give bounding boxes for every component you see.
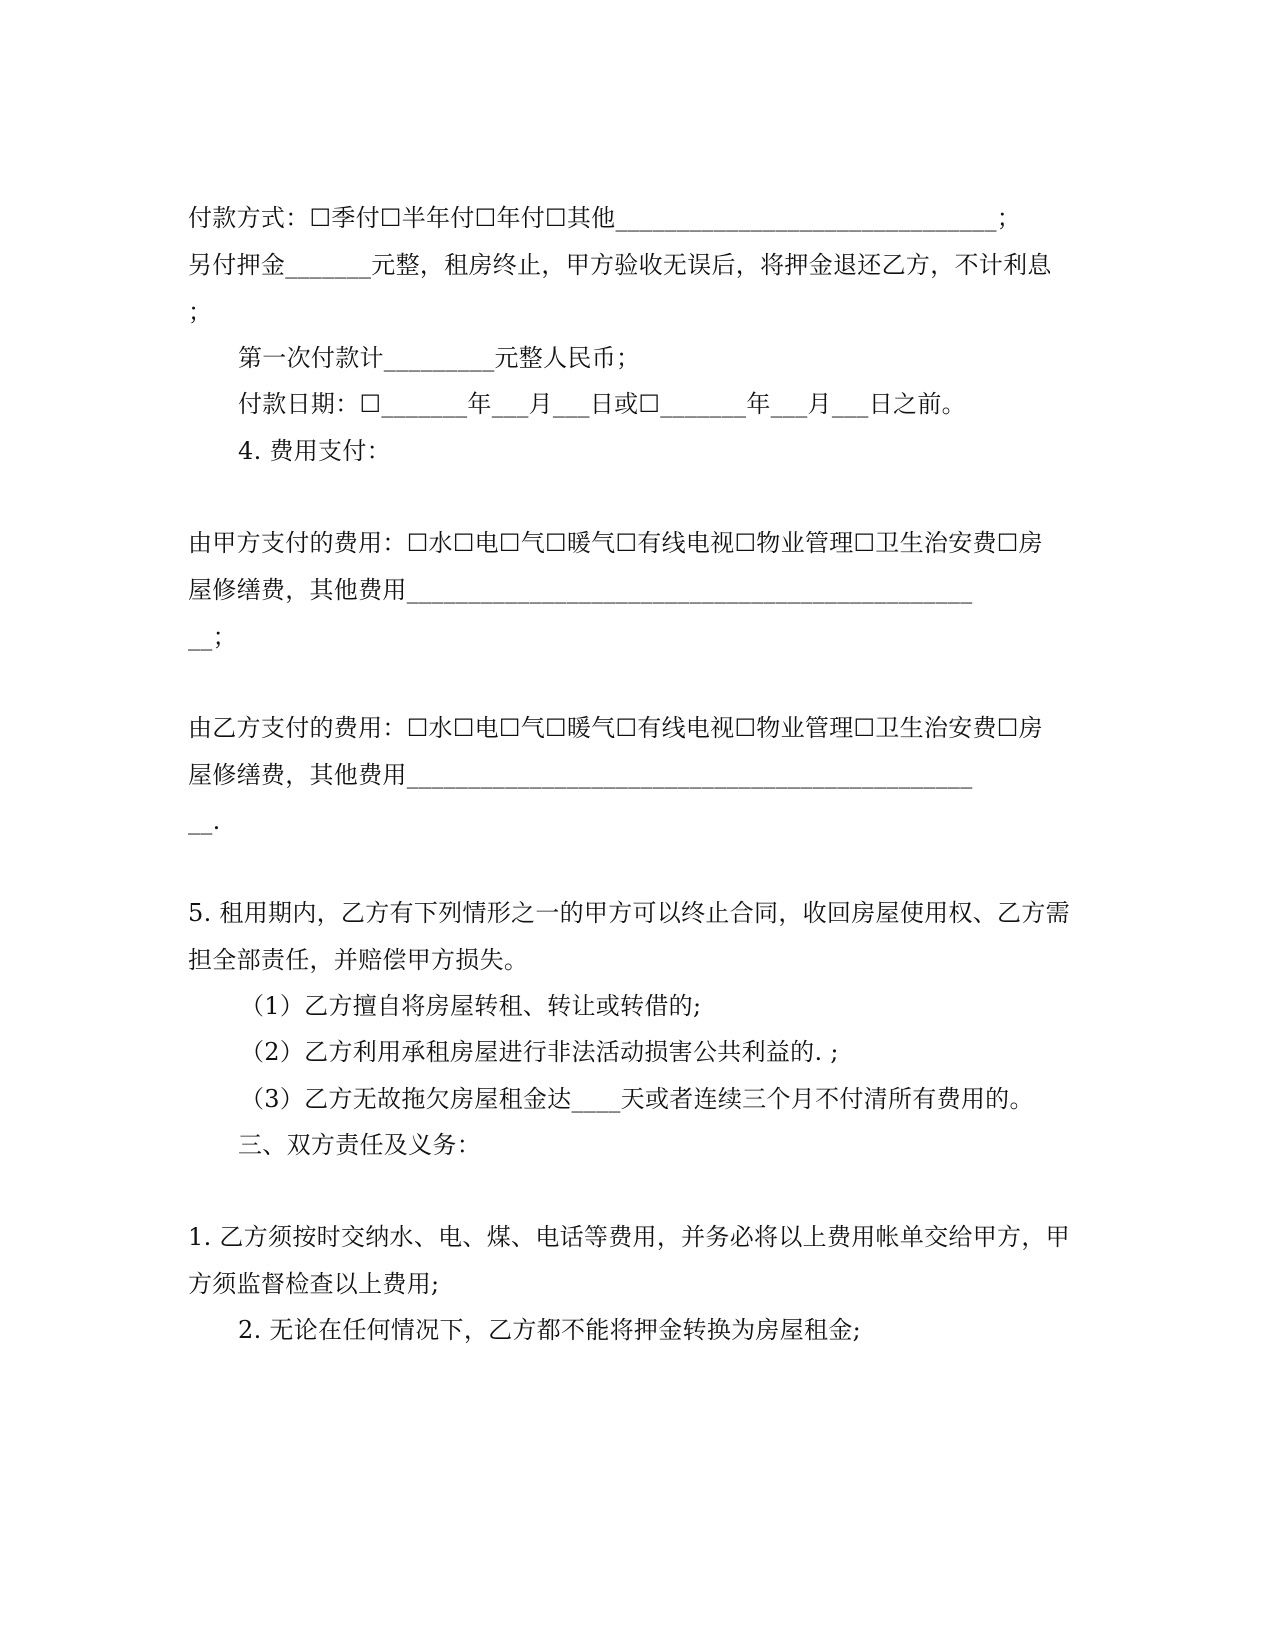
termination-clause-line: 5. 租用期内，乙方有下列情形之一的甲方可以终止合同，收回房屋使用权、乙方需 [188,899,1070,927]
section-heading-responsibilities: 三、双方责任及义务： [238,1131,481,1159]
deposit-line: 另付押金_______元整，租房终止，甲方验收无误后，将押金退还乙方，不计利息 [188,251,1052,279]
termination-clause-line-2: 担全部责任，并赔偿甲方损失。 [188,946,529,974]
termination-item-1: （1）乙方擅自将房屋转租、转让或转借的; [240,992,702,1020]
party-b-fees-line: 由乙方支付的费用：☐水☐电☐气☐暖气☐有线电视☐物业管理☐卫生治安费☐房 [188,714,1043,742]
party-b-other-fees-line: 屋修缮费，其他费用______________________________________________ [188,761,973,789]
payment-date-line: 付款日期：☐_______年___月___日或☐_______年___月___日之前。 [238,390,966,418]
party-a-other-fees-line: 屋修缮费，其他费用______________________________________________ [188,576,973,604]
responsibility-2-line: 2. 无论在任何情况下，乙方都不能将押金转换为房屋租金; [238,1316,862,1344]
section-heading-fee-payment: 4. 费用支付： [238,437,391,465]
party-b-other-fees-end: __. [188,807,221,835]
responsibility-1-line: 1. 乙方须按时交纳水、电、煤、电话等费用，并务必将以上费用帐单交给甲方，甲 [188,1223,1070,1251]
party-a-fees-line: 由甲方支付的费用：☐水☐电☐气☐暖气☐有线电视☐物业管理☐卫生治安费☐房 [188,529,1043,557]
responsibility-1-line-2: 方须监督检查以上费用; [188,1270,440,1298]
deposit-line-end: ； [188,298,213,326]
termination-item-3: （3）乙方无故拖欠房屋租金达____天或者连续三个月不付清所有费用的。 [240,1085,1034,1113]
payment-method-line: 付款方式：☐季付☐半年付☐年付☐其他_______________________________； [188,204,1022,232]
first-payment-line: 第一次付款计_________元整人民币； [238,344,641,372]
termination-item-2: （2）乙方利用承租房屋进行非法活动损害公共利益的. ; [240,1038,839,1066]
party-a-other-fees-end: __； [188,623,237,651]
